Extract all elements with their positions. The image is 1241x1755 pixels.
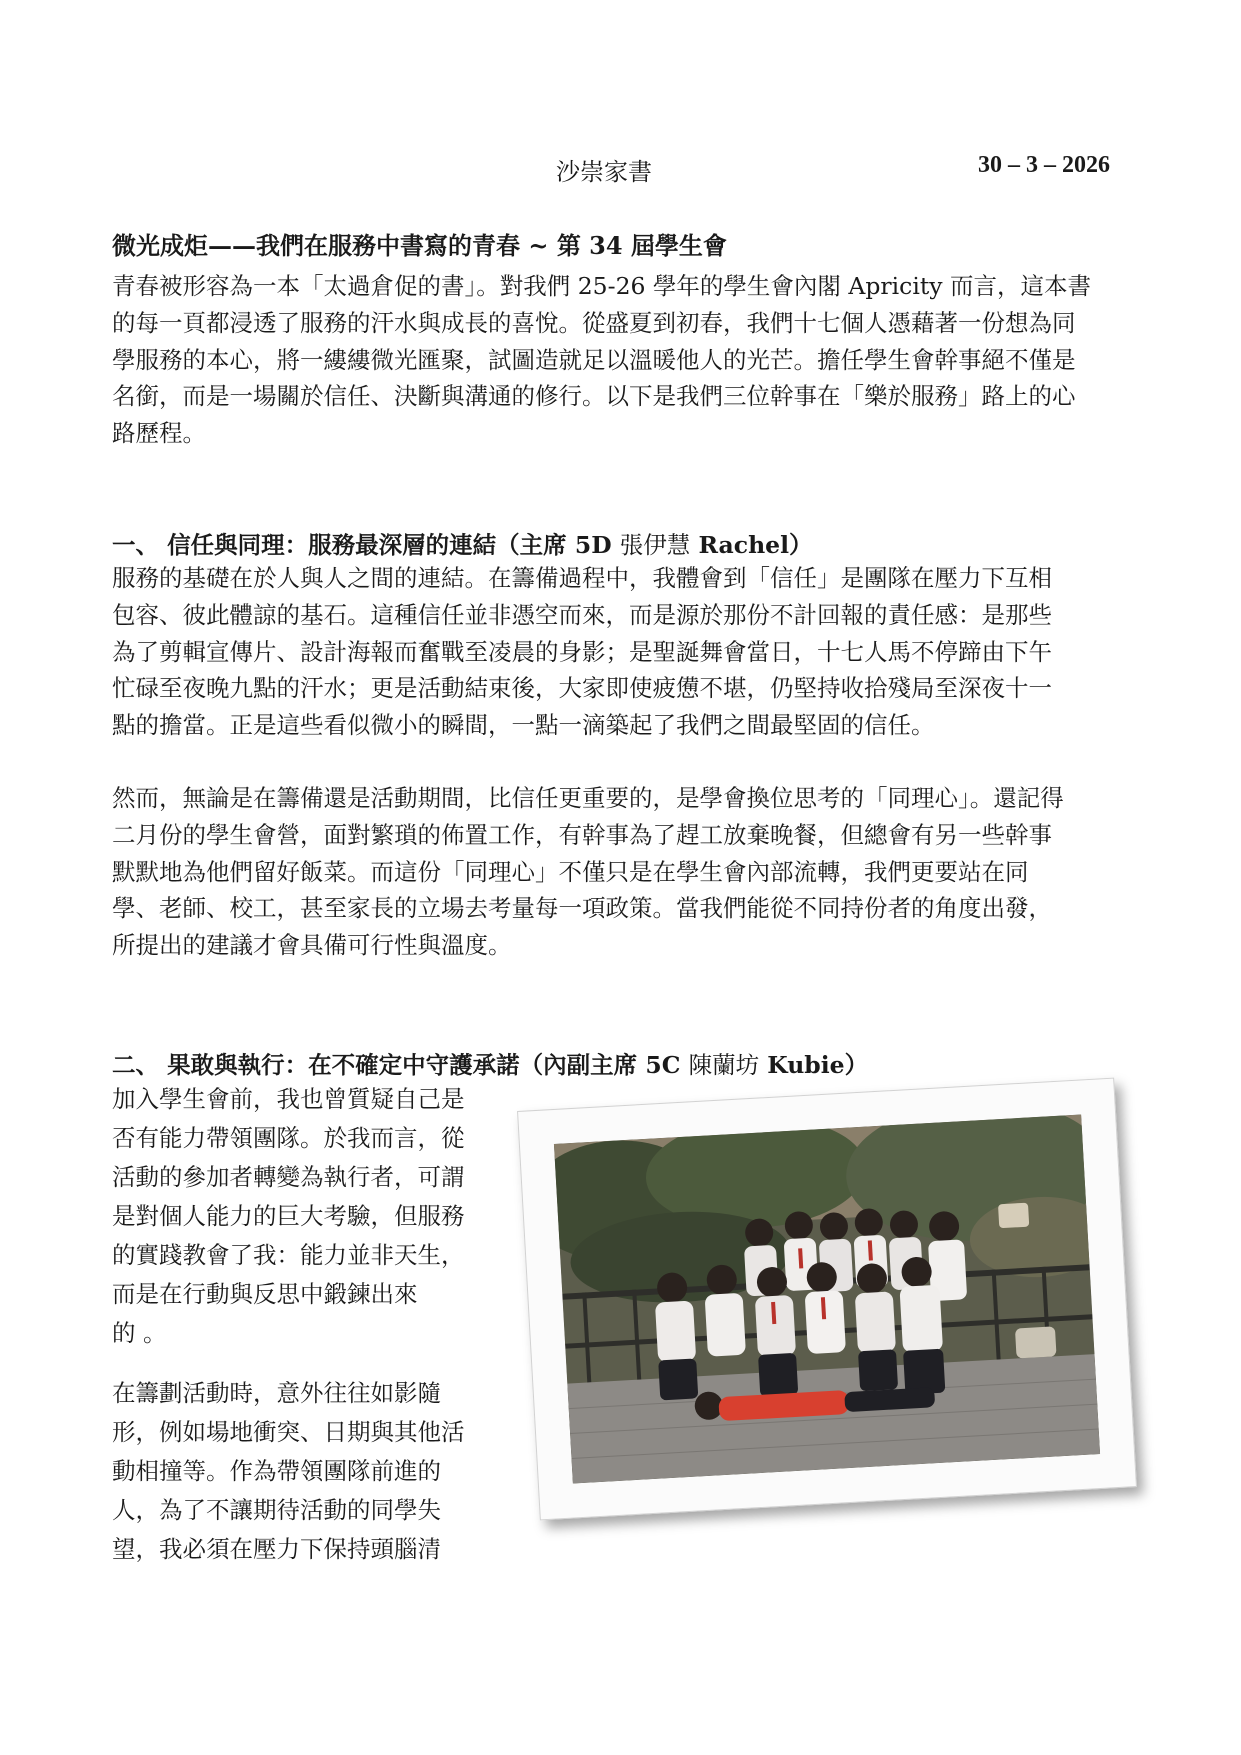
section-1-heading-tail: Rachel） xyxy=(690,531,813,559)
text-line: 學、老師、校工，甚至家長的立場去考量每一項政策。當我們能從不同持份者的角度出發， xyxy=(112,894,1052,923)
text-line: 的 。 xyxy=(112,1319,167,1347)
text-line: 而是在行動與反思中鍛鍊出來 xyxy=(112,1280,418,1308)
text-line: 是對個人能力的巨大考驗，但服務 xyxy=(112,1202,465,1230)
issue-date: 30 – 3 – 2026 xyxy=(978,152,1110,178)
group-photo xyxy=(554,1115,1100,1484)
article-title: 微光成炬——我們在服務中書寫的青春 ~ 第 34 屆學生會 xyxy=(112,231,727,260)
text-line: 的每一頁都浸透了服務的汗水與成長的喜悅。從盛夏到初春，我們十七個人憑藉著一份想為同 xyxy=(112,308,1076,337)
text-line: 名銜，而是一場關於信任、決斷與溝通的修行。以下是我們三位幹事在「樂於服務」路上的心 xyxy=(112,382,1076,411)
text-line: 忙碌至夜晚九點的汗水；更是活動結束後，大家即使疲憊不堪，仍堅持收拾殘局至深夜十一 xyxy=(112,674,1052,703)
text-line: 服務的基礎在於人與人之間的連結。在籌備過程中，我體會到「信任」是團隊在壓力下互相 xyxy=(112,564,1052,592)
text-line: 望，我必須在壓力下保持頭腦清 xyxy=(112,1535,441,1563)
text-line: 動相撞等。作為帶領團隊前進的 xyxy=(112,1457,441,1485)
text-line: 形，例如場地衝突、日期與其他活 xyxy=(112,1418,465,1446)
newsletter-title: 沙崇家書 xyxy=(556,158,652,186)
text-line: 青春被形容為一本「太過倉促的書」。對我們 25-26 學年的學生會內閣 Apricity 而言，這本書 xyxy=(112,272,1092,300)
section-1-heading-text: 一、 信任與同理：服務最深層的連結（主席 5D xyxy=(112,531,620,559)
text-line: 包容、彼此體諒的基石。這種信任並非憑空而來，而是源於那份不計回報的責任感：是那些 xyxy=(112,600,1052,629)
section-1-heading xyxy=(112,526,813,560)
text-line: 然而，無論是在籌備還是活動期間，比信任更重要的，是學會換位思考的「同理心」。還記得 xyxy=(112,784,1064,812)
section-2-heading xyxy=(112,1046,868,1080)
section-1-author-name: 張伊慧 xyxy=(619,531,691,559)
text-line: 默默地為他們留好飯菜。而這份「同理心」不僅只是在學生會內部流轉，我們更要站在同 xyxy=(112,857,1029,886)
section-2-heading-tail: Kubie） xyxy=(759,1051,869,1079)
section-2-paragraph-2 xyxy=(112,1374,492,1569)
text-line: 活動的參加者轉變為執行者，可謂 xyxy=(112,1163,465,1191)
text-line: 否有能力帶領團隊。於我而言，從 xyxy=(112,1124,465,1152)
group-photo-illustration xyxy=(554,1115,1100,1484)
group-photo-frame xyxy=(517,1078,1137,1521)
text-line: 為了剪輯宣傳片、設計海報而奮戰至凌晨的身影；是聖誕舞會當日，十七人馬不停蹄由下午 xyxy=(112,637,1052,666)
section-1-paragraph-1 xyxy=(112,560,1122,744)
text-line: 人，為了不讓期待活動的同學失 xyxy=(112,1496,441,1524)
text-line: 加入學生會前，我也曾質疑自己是 xyxy=(112,1085,465,1113)
text-line: 在籌劃活動時，意外往往如影隨 xyxy=(112,1379,441,1407)
text-line: 二月份的學生會營，面對繁瑣的佈置工作，有幹事為了趕工放棄晚餐，但總會有另一些幹事 xyxy=(112,820,1052,849)
text-line: 路歷程。 xyxy=(112,419,206,448)
section-2-paragraph-1 xyxy=(112,1080,492,1353)
text-line: 學服務的本心，將一縷縷微光匯聚，試圖造就足以溫暖他人的光芒。擔任學生會幹事絕不僅是 xyxy=(112,345,1076,374)
section-2-heading-text: 二、 果敢與執行：在不確定中守護承諾（內副主席 5C xyxy=(112,1051,689,1079)
intro-paragraph xyxy=(112,268,1122,452)
text-line: 的實踐教會了我：能力並非天生， xyxy=(112,1241,465,1269)
section-1-paragraph-2 xyxy=(112,780,1122,964)
text-line: 點的擔當。正是這些看似微小的瞬間，一點一滴築起了我們之間最堅固的信任。 xyxy=(112,711,935,740)
section-2-author-name: 陳蘭坊 xyxy=(688,1051,760,1079)
text-line: 所提出的建議才會具備可行性與溫度。 xyxy=(112,931,512,960)
